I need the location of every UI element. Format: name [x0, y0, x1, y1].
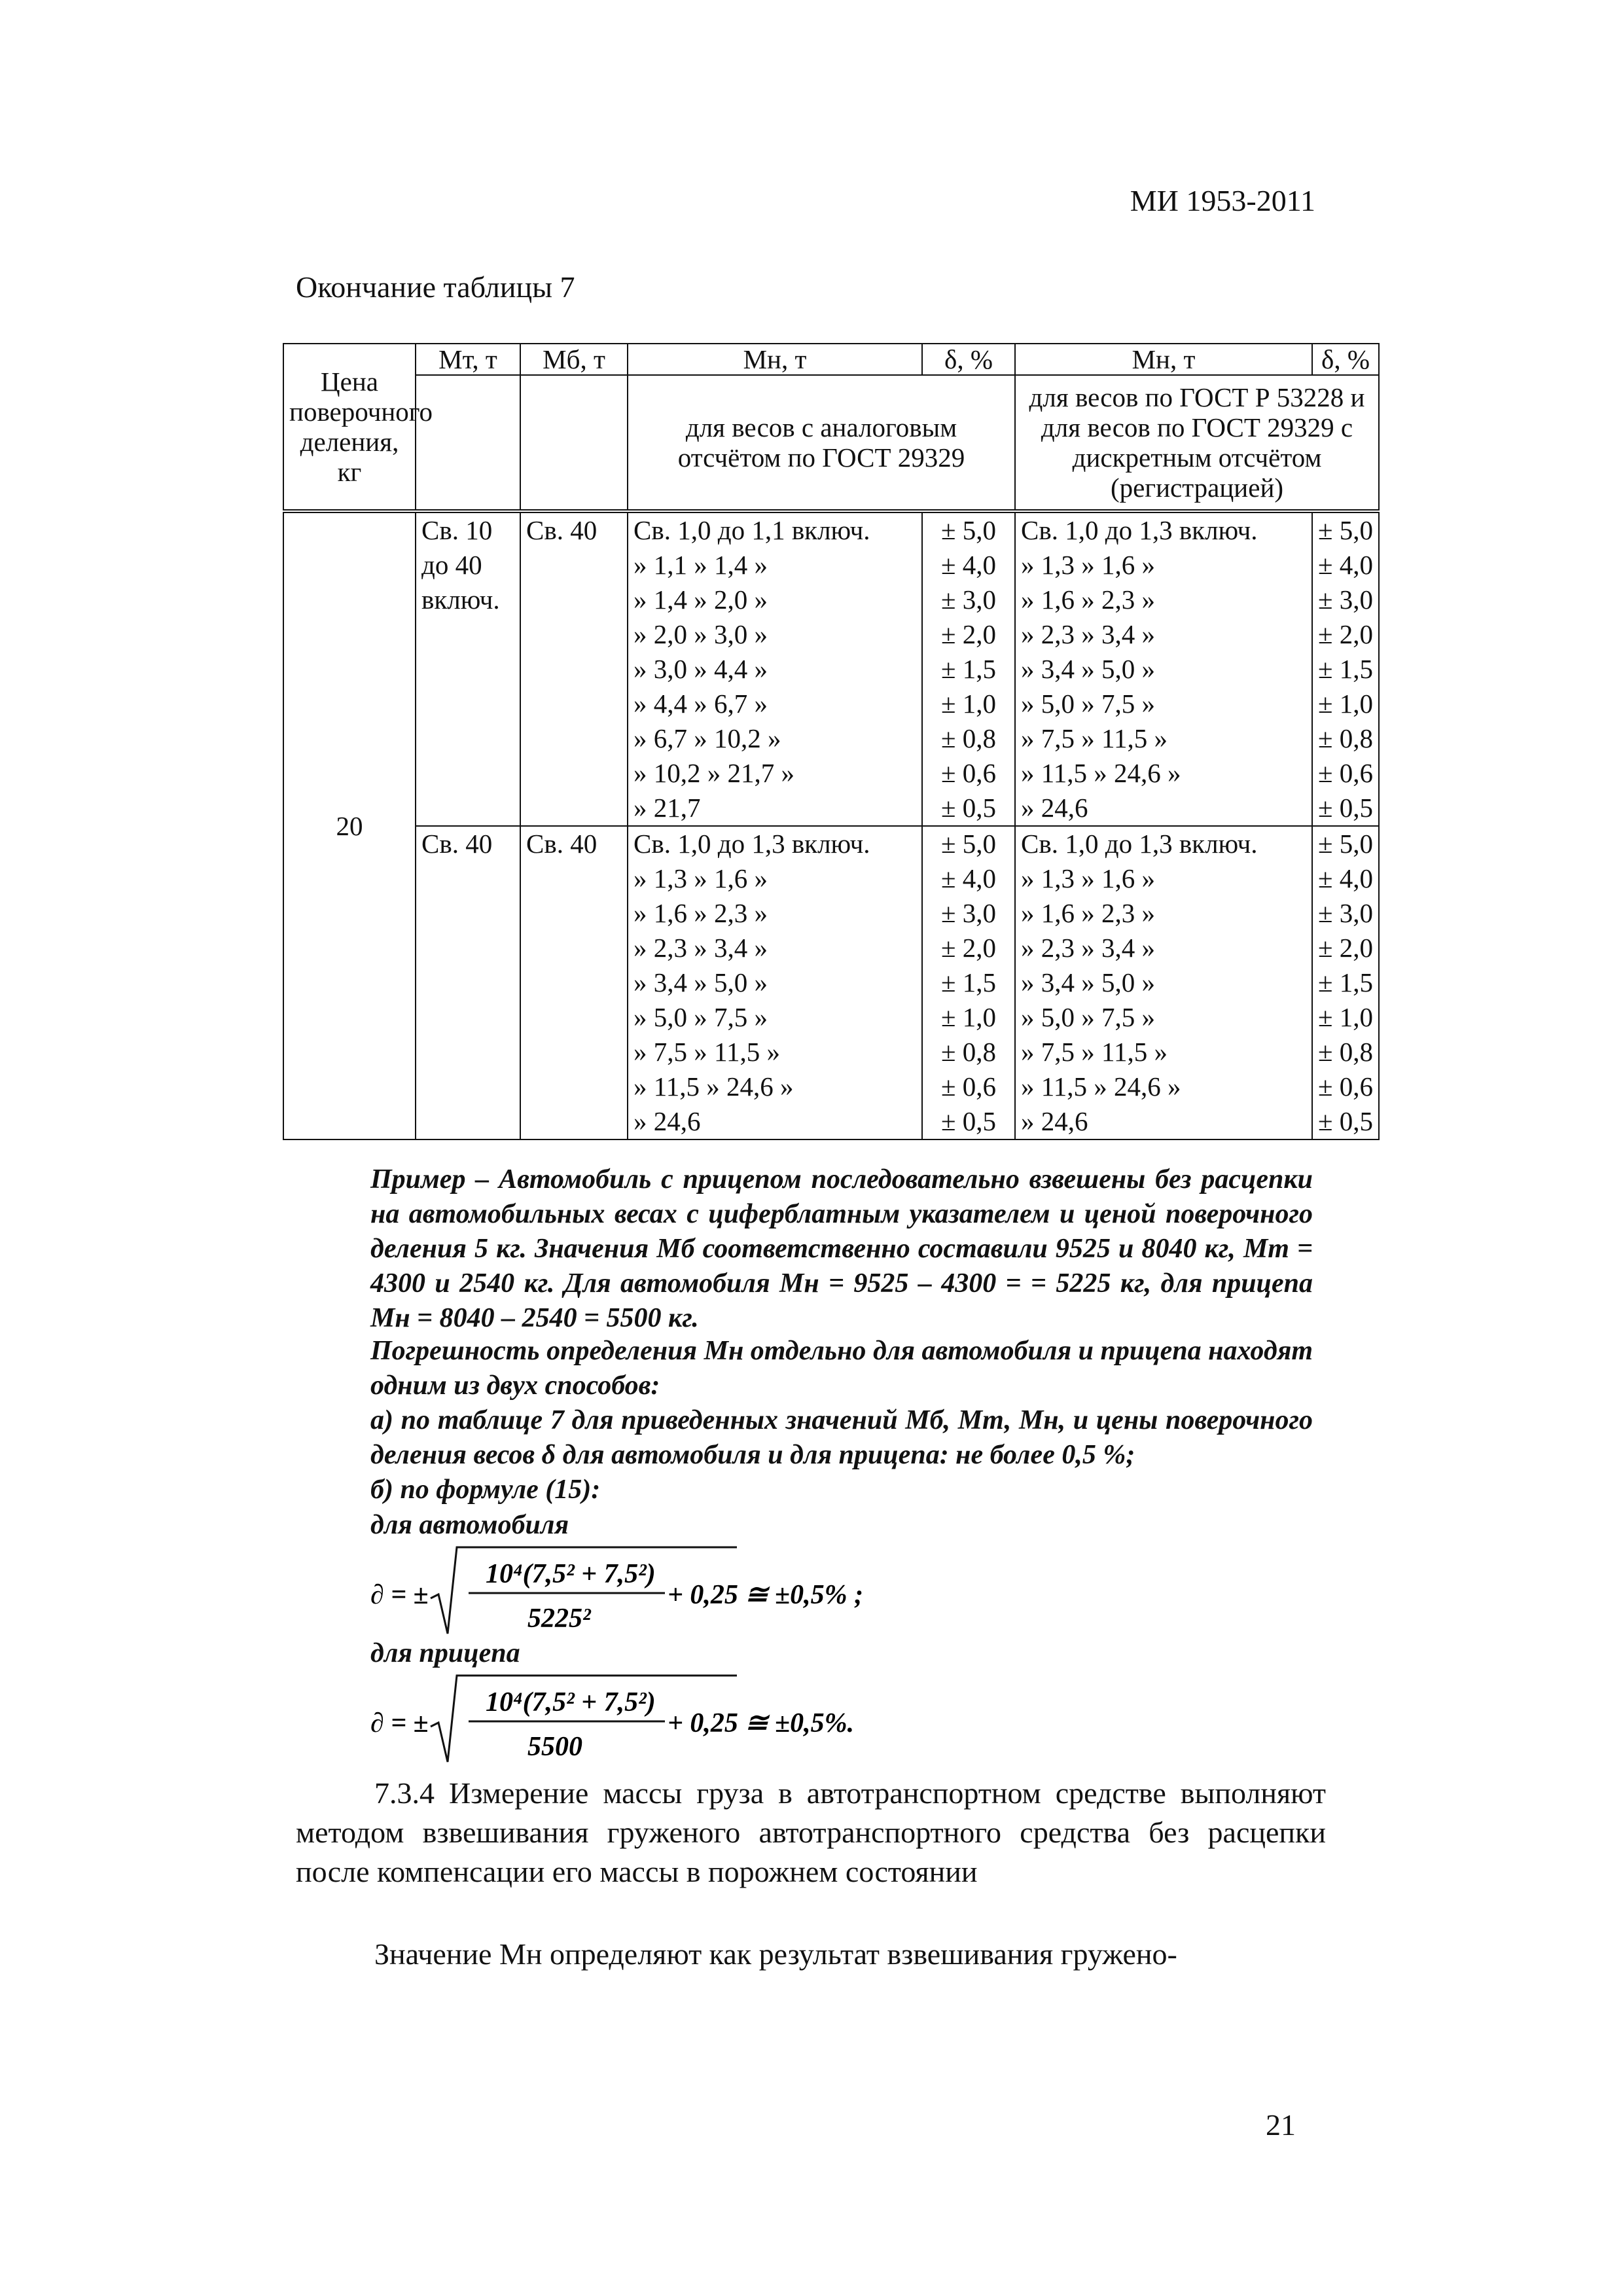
table-cell-line: ± 3,0 [940, 584, 996, 615]
table-cell-line: ± 1,0 [940, 1002, 996, 1032]
table-cell-line: » 1,1 » 1,4 » [633, 550, 768, 580]
table-cell-line: ± 1,5 [940, 654, 996, 684]
subheader-analog: для весов с аналоговым отсчётом по ГОСТ 29329 [628, 375, 1015, 511]
page-number: 21 [1266, 2108, 1296, 2142]
header-delta-discrete: δ, % [1312, 344, 1379, 375]
example-paragraph: Пример – Автомобиль с прицепом последовательно взвешены без расцепки на автомобильных весах с циферблатным указателем и ценой поверочного деления 5 кг. Значения Mб соответственно составили 9525 и 8040 кг, Mт = 4300 и 2540 кг. Для автомобиля Mн = 9525 – 4300 = = 5225 кг, для прицепа Mн = 8040 – 2540 = 5500 кг. [370, 1164, 1313, 1333]
header-delta-analog: δ, % [922, 344, 1015, 375]
formula-trailer-numerator: 10⁴(7,5² + 7,5²) [486, 1687, 656, 1717]
table-cell-line: ± 3,0 [940, 898, 996, 928]
table-cell-line: » 1,6 » 2,3 » [1021, 898, 1155, 928]
table-cell-line: » 5,0 » 7,5 » [1021, 689, 1155, 719]
table-cell-line: ± 1,0 [940, 689, 996, 719]
header-mn-discrete: Mн, т [1015, 344, 1312, 375]
group2-delta-analog [922, 826, 1015, 1139]
table-cell-line: ± 0,6 [940, 1071, 996, 1102]
table-cell-line: ± 0,5 [940, 1106, 996, 1136]
header-price: Цена поверочного деления, кг [283, 344, 416, 511]
table-cell-line: » 5,0 » 7,5 » [633, 1002, 768, 1032]
table-cell-line: » 1,3 » 1,6 » [633, 863, 768, 893]
formula-car-lhs: ∂ = ± [370, 1580, 429, 1610]
table-cell-line: ± 0,8 [940, 723, 996, 753]
table-cell-line: » 1,6 » 2,3 » [633, 898, 768, 928]
table-cell-line: » 2,0 » 3,0 » [633, 619, 768, 649]
table-cell-line: ± 5,0 [1317, 829, 1373, 859]
table-title: Окончание таблицы 7 [296, 270, 575, 304]
table-cell-line: » 10,2 » 21,7 » [633, 758, 794, 788]
table-cell-line: » 5,0 » 7,5 » [1021, 1002, 1155, 1032]
group2-mb: Св. 40 [520, 826, 628, 1139]
table-cell-line: ± 3,0 [1317, 898, 1373, 928]
table-cell-line: » 3,4 » 5,0 » [1021, 654, 1155, 684]
formula-trailer-denominator: 5500 [527, 1732, 582, 1762]
table-cell-line: ± 1,5 [940, 967, 996, 997]
table-cell-line: ± 2,0 [940, 933, 996, 963]
label-trailer: для прицепа [370, 1638, 520, 1668]
table-cell-line: » 24,6 [1021, 793, 1088, 823]
formula-trailer-lhs: ∂ = ± [370, 1708, 429, 1738]
group1-delta-discrete [1312, 511, 1379, 826]
formula-car-denominator: 5225² [527, 1604, 591, 1634]
group2-mn-discrete [1015, 826, 1312, 1139]
table-cell-line: ± 4,0 [1317, 550, 1373, 580]
group1-mt: Св. 10 до 40 включ. [416, 511, 520, 826]
formula-car-tail: + 0,25 ≅ ±0,5% ; [668, 1580, 864, 1610]
table-cell-line: ± 4,0 [940, 550, 996, 580]
group1-mn-analog [628, 511, 922, 826]
table-cell-line: » 3,4 » 5,0 » [633, 967, 768, 997]
table-cell-line: ± 5,0 [940, 829, 996, 859]
table-cell-line: » 24,6 [1021, 1106, 1088, 1136]
table-cell-line: » 7,5 » 11,5 » [1021, 723, 1168, 753]
header-mb-blank [520, 375, 628, 511]
table-cell-line: » 2,3 » 3,4 » [1021, 619, 1155, 649]
group1-mn-discrete [1015, 511, 1312, 826]
table-cell-line: » 3,0 » 4,4 » [633, 654, 768, 684]
table-cell-line: » 21,7 [633, 793, 701, 823]
table-cell-line: ± 0,5 [1317, 793, 1373, 823]
table-cell-line: » 2,3 » 3,4 » [1021, 933, 1155, 963]
price-value: 20 [283, 511, 416, 1139]
header-mt: Mт, т [416, 344, 520, 375]
table-cell-line: » 2,3 » 3,4 » [633, 933, 768, 963]
table-cell-line: » 3,4 » 5,0 » [1021, 967, 1155, 997]
table-cell-line: ± 0,6 [1317, 1071, 1373, 1102]
formula-trailer-tail: + 0,25 ≅ ±0,5%. [668, 1708, 855, 1738]
table-cell-line: » 4,4 » 6,7 » [633, 689, 768, 719]
table-cell-line: ± 0,5 [940, 793, 996, 823]
table-cell-line: ± 0,8 [940, 1037, 996, 1067]
table-cell-line: ± 2,0 [1317, 619, 1373, 649]
group2-mn-analog [628, 826, 922, 1139]
document-code: МИ 1953-2011 [1130, 184, 1315, 217]
table-cell-line: ± 1,0 [1317, 689, 1373, 719]
label-car: для автомобиля [370, 1510, 569, 1540]
table-cell-line: ± 4,0 [940, 863, 996, 893]
header-mt-blank [416, 375, 520, 511]
table-cell-line: ± 5,0 [1317, 515, 1373, 545]
formula-trailer [370, 1673, 959, 1785]
group2-mt: Св. 40 [416, 826, 520, 1139]
table-cell-line: ± 0,6 [940, 758, 996, 788]
table-cell-line: » 7,5 » 11,5 » [1021, 1037, 1168, 1067]
header-mb: Mб, т [520, 344, 628, 375]
error-method-paragraph: Погрешность определения Mн отдельно для автомобиля и прицепа находят одним из двух способов: [370, 1336, 1313, 1401]
table-cell-line: ± 0,6 [1317, 758, 1373, 788]
table-cell-line: ± 2,0 [940, 619, 996, 649]
table-cell-line: » 1,4 » 2,0 » [633, 584, 768, 615]
group2-delta-discrete [1312, 826, 1379, 1139]
table-cell-line: ± 4,0 [1317, 863, 1373, 893]
table-cell-line: Св. 1,0 до 1,3 включ. [1021, 515, 1258, 545]
group1-mb: Св. 40 [520, 511, 628, 826]
table-cell-line: » 6,7 » 10,2 » [633, 723, 781, 753]
header-mn-analog: Mн, т [628, 344, 922, 375]
table-cell-line: ± 1,5 [1317, 967, 1373, 997]
table-cell-line: ± 0,8 [1317, 723, 1373, 753]
group1-delta-analog [922, 511, 1015, 826]
table-cell-line: » 1,6 » 2,3 » [1021, 584, 1155, 615]
table-cell-line: » 11,5 » 24,6 » [1021, 758, 1181, 788]
method-b-paragraph: б) по формуле (15): [370, 1475, 601, 1505]
table-cell-line: » 1,3 » 1,6 » [1021, 863, 1155, 893]
subheader-discrete: для весов по ГОСТ Р 53228 и для весов по ГОСТ 29329 с дискретным отсчётом (регистрацией) [1015, 375, 1379, 511]
table-cell-line: » 1,3 » 1,6 » [1021, 550, 1155, 580]
weights-table [283, 343, 1380, 1140]
table-cell-line: ± 3,0 [1317, 584, 1373, 615]
table-cell-line: ± 5,0 [940, 515, 996, 545]
table-cell-line: ± 0,8 [1317, 1037, 1373, 1067]
table-cell-line: » 11,5 » 24,6 » [1021, 1071, 1181, 1102]
formula-car-numerator: 10⁴(7,5² + 7,5²) [486, 1559, 656, 1589]
table-cell-line: ± 0,5 [1317, 1106, 1373, 1136]
table-cell-line: ± 1,0 [1317, 1002, 1373, 1032]
value-mn-paragraph: Значение Mн определяют как результат взвешивания гружено- [374, 1937, 1177, 1971]
section-7-3-4-paragraph: 7.3.4 Измерение массы груза в автотранспортном средстве выполняют методом взвешивания груженого автотранспортного средства без расцепки после компенсации его массы в порожнем состоянии [296, 1776, 1326, 1888]
table-cell-line: ± 2,0 [1317, 933, 1373, 963]
table-cell-line: Св. 1,0 до 1,3 включ. [633, 829, 870, 859]
method-a-paragraph: а) по таблице 7 для приведенных значений Mб, Mт, Mн, и цены поверочного деления весов δ для автомобиля и для прицепа: не более 0,5 %; [370, 1405, 1313, 1470]
table-cell-line: Св. 1,0 до 1,3 включ. [1021, 829, 1258, 859]
table-cell-line: » 24,6 [633, 1106, 701, 1136]
table-cell-line: Св. 1,0 до 1,1 включ. [633, 515, 870, 545]
table-cell-line: » 11,5 » 24,6 » [633, 1071, 794, 1102]
table-cell-line: » 7,5 » 11,5 » [633, 1037, 780, 1067]
table-cell-line: ± 1,5 [1317, 654, 1373, 684]
